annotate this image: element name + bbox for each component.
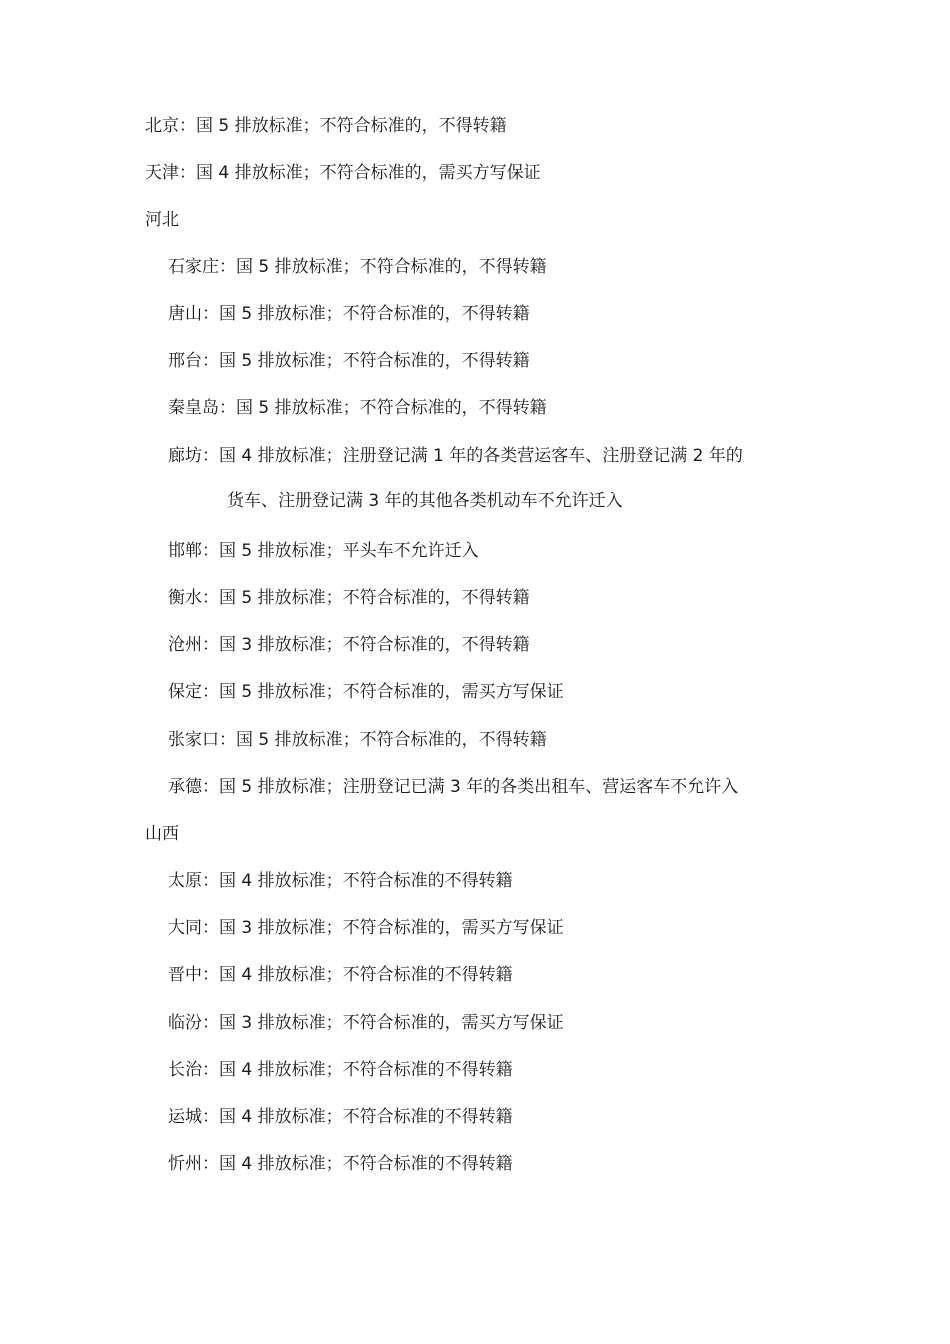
entry-langfang-continued: 货车、注册登记满 3 年的其他各类机动车不允许迁入 (227, 491, 623, 511)
entry-tianjin: 天津：国 4 排放标准；不符合标准的，需买方写保证 (145, 163, 541, 183)
entry-yuncheng: 运城：国 4 排放标准；不符合标准的不得转籍 (168, 1107, 513, 1127)
entry-changzhi: 长治：国 4 排放标准；不符合标准的不得转籍 (168, 1060, 513, 1080)
entry-baoding: 保定：国 5 排放标准；不符合标准的，需买方写保证 (168, 682, 564, 702)
entry-jinzhong: 晋中：国 4 排放标准；不符合标准的不得转籍 (168, 965, 513, 985)
entry-linfen: 临汾：国 3 排放标准；不符合标准的，需买方写保证 (168, 1013, 564, 1033)
entry-xingtai: 邢台：国 5 排放标准；不符合标准的，不得转籍 (168, 351, 530, 371)
entry-handan: 邯郸：国 5 排放标准；平头车不允许迁入 (168, 541, 479, 561)
entry-langfang: 廊坊：国 4 排放标准；注册登记满 1 年的各类营运客车、注册登记满 2 年的 (168, 446, 743, 466)
entry-beijing: 北京：国 5 排放标准；不符合标准的，不得转籍 (145, 116, 507, 136)
entry-cangzhou: 沧州：国 3 排放标准；不符合标准的，不得转籍 (168, 635, 530, 655)
entry-datong: 大同：国 3 排放标准；不符合标准的，需买方写保证 (168, 918, 564, 938)
entry-zhangjiakou: 张家口：国 5 排放标准；不符合标准的，不得转籍 (168, 730, 547, 750)
entry-xinzhou: 忻州：国 4 排放标准；不符合标准的不得转籍 (168, 1154, 513, 1174)
entry-taiyuan: 太原：国 4 排放标准；不符合标准的不得转籍 (168, 871, 513, 891)
heading-shanxi: 山西 (145, 824, 179, 844)
entry-shijiazhuang: 石家庄：国 5 排放标准；不符合标准的，不得转籍 (168, 257, 547, 277)
entry-tangshan: 唐山：国 5 排放标准；不符合标准的，不得转籍 (168, 304, 530, 324)
entry-chengde: 承德：国 5 排放标准；注册登记已满 3 年的各类出租车、营运客车不允许入 (168, 777, 739, 797)
entry-qinhuangdao: 秦皇岛：国 5 排放标准；不符合标准的，不得转籍 (168, 398, 547, 418)
entry-hengshui: 衡水：国 5 排放标准；不符合标准的，不得转籍 (168, 588, 530, 608)
heading-hebei: 河北 (145, 210, 179, 230)
